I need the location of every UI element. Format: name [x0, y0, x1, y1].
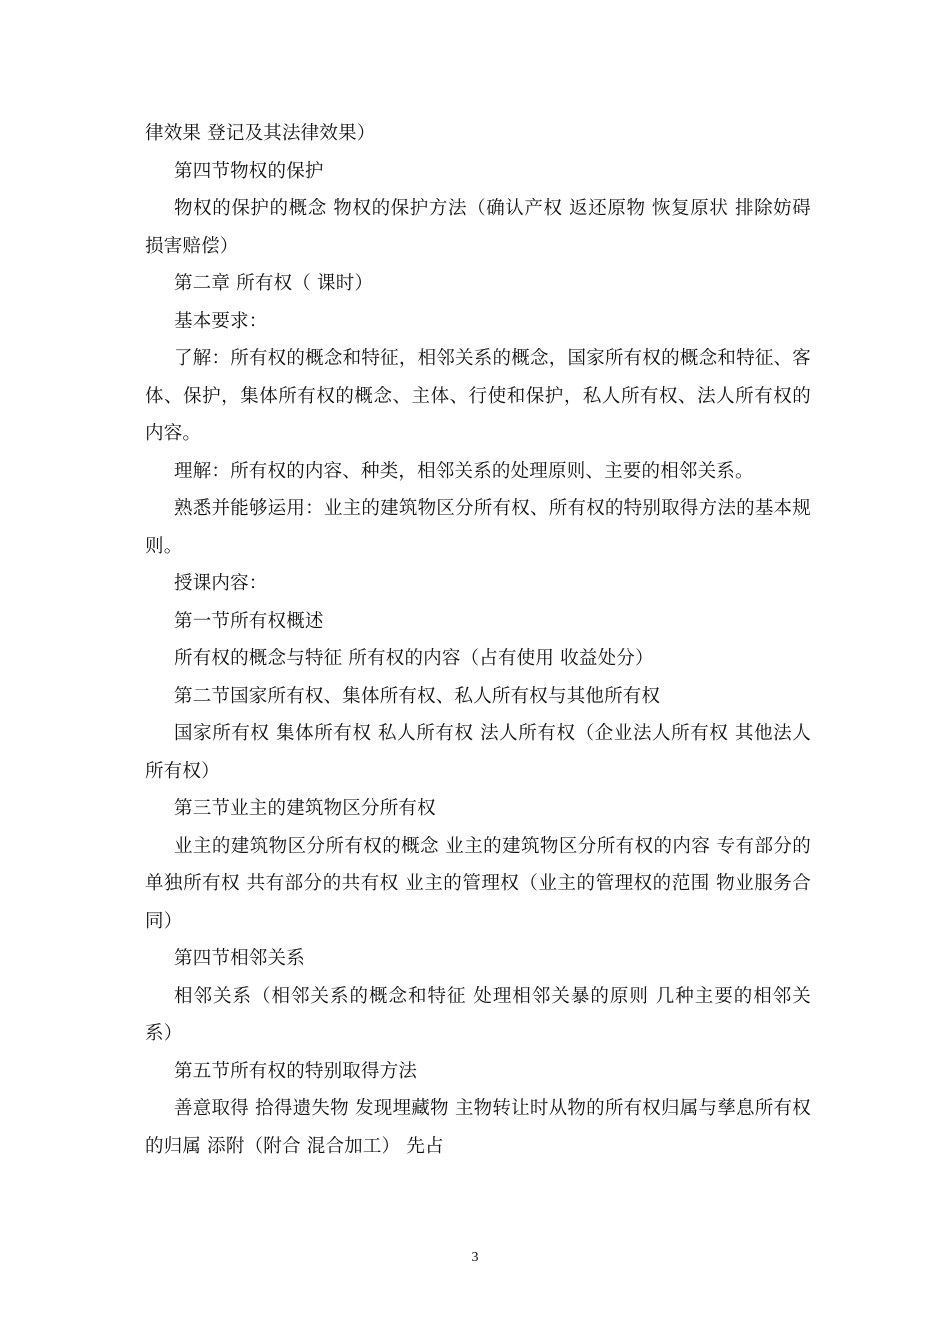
paragraph-continuation: 律效果 登记及其法律效果） [145, 123, 376, 144]
section-heading-neighbor-relations: 第四节相邻关系 [174, 948, 305, 969]
paragraph-special-acquisition: 善意取得 拾得遗失物 发现埋藏物 主物转让时从物的所有权归属与孳息所有权的归属 添附（附合 混合加工） 先占 [145, 1098, 811, 1157]
document-body [145, 115, 811, 1165]
section-heading-special-acquisition: 第五节所有权的特别取得方法 [174, 1060, 418, 1082]
section-heading-property-protection: 第四节物权的保护 [174, 160, 324, 182]
paragraph-ownership-types: 国家所有权 集体所有权 私人所有权 法人所有权（企业法人所有权 其他法人所有权） [145, 723, 811, 782]
section-heading-ownership-overview: 第一节所有权概述 [174, 610, 324, 632]
section-heading-ownership-types: 第二节国家所有权、集体所有权、私人所有权与其他所有权 [174, 685, 661, 707]
basic-requirements-label: 基本要求： [174, 310, 268, 332]
paragraph-apply: 熟悉并能够运用：业主的建筑物区分所有权、所有权的特别取得方法的基本规则。 [145, 498, 811, 557]
paragraph-property-protection: 物权的保护的概念 物权的保护方法（确认产权 返还原物 恢复原状 排除妨碍 损害赔偿） [145, 198, 811, 257]
paragraph-building-ownership: 业主的建筑物区分所有权的概念 业主的建筑物区分所有权的内容 专有部分的单独所有权 共有部分的共有权 业主的管理权（业主的管理权的范围 物业服务合同） [145, 835, 811, 932]
paragraph-ownership-overview: 所有权的概念与特征 所有权的内容（占有使用 收益处分） [174, 648, 654, 669]
page-number: 3 [471, 1250, 479, 1265]
paragraph-comprehend: 理解：所有权的内容、种类，相邻关系的处理原则、主要的相邻关系。 [174, 460, 754, 482]
paragraph-understand: 了解：所有权的概念和特征，相邻关系的概念，国家所有权的概念和特征、客体、保护，集体所有权的概念、主体、行使和保护，私人所有权、法人所有权的内容。 [145, 348, 811, 444]
section-heading-building-ownership: 第三节业主的建筑物区分所有权 [174, 798, 436, 819]
chapter-heading-ownership: 第二章 所有权（ 课时） [174, 273, 374, 294]
paragraph-neighbor-relations: 相邻关系（相邻关系的概念和特征 处理相邻关暴的原则 几种主要的相邻关系） [145, 985, 811, 1044]
teaching-content-label: 授课内容： [174, 573, 268, 594]
